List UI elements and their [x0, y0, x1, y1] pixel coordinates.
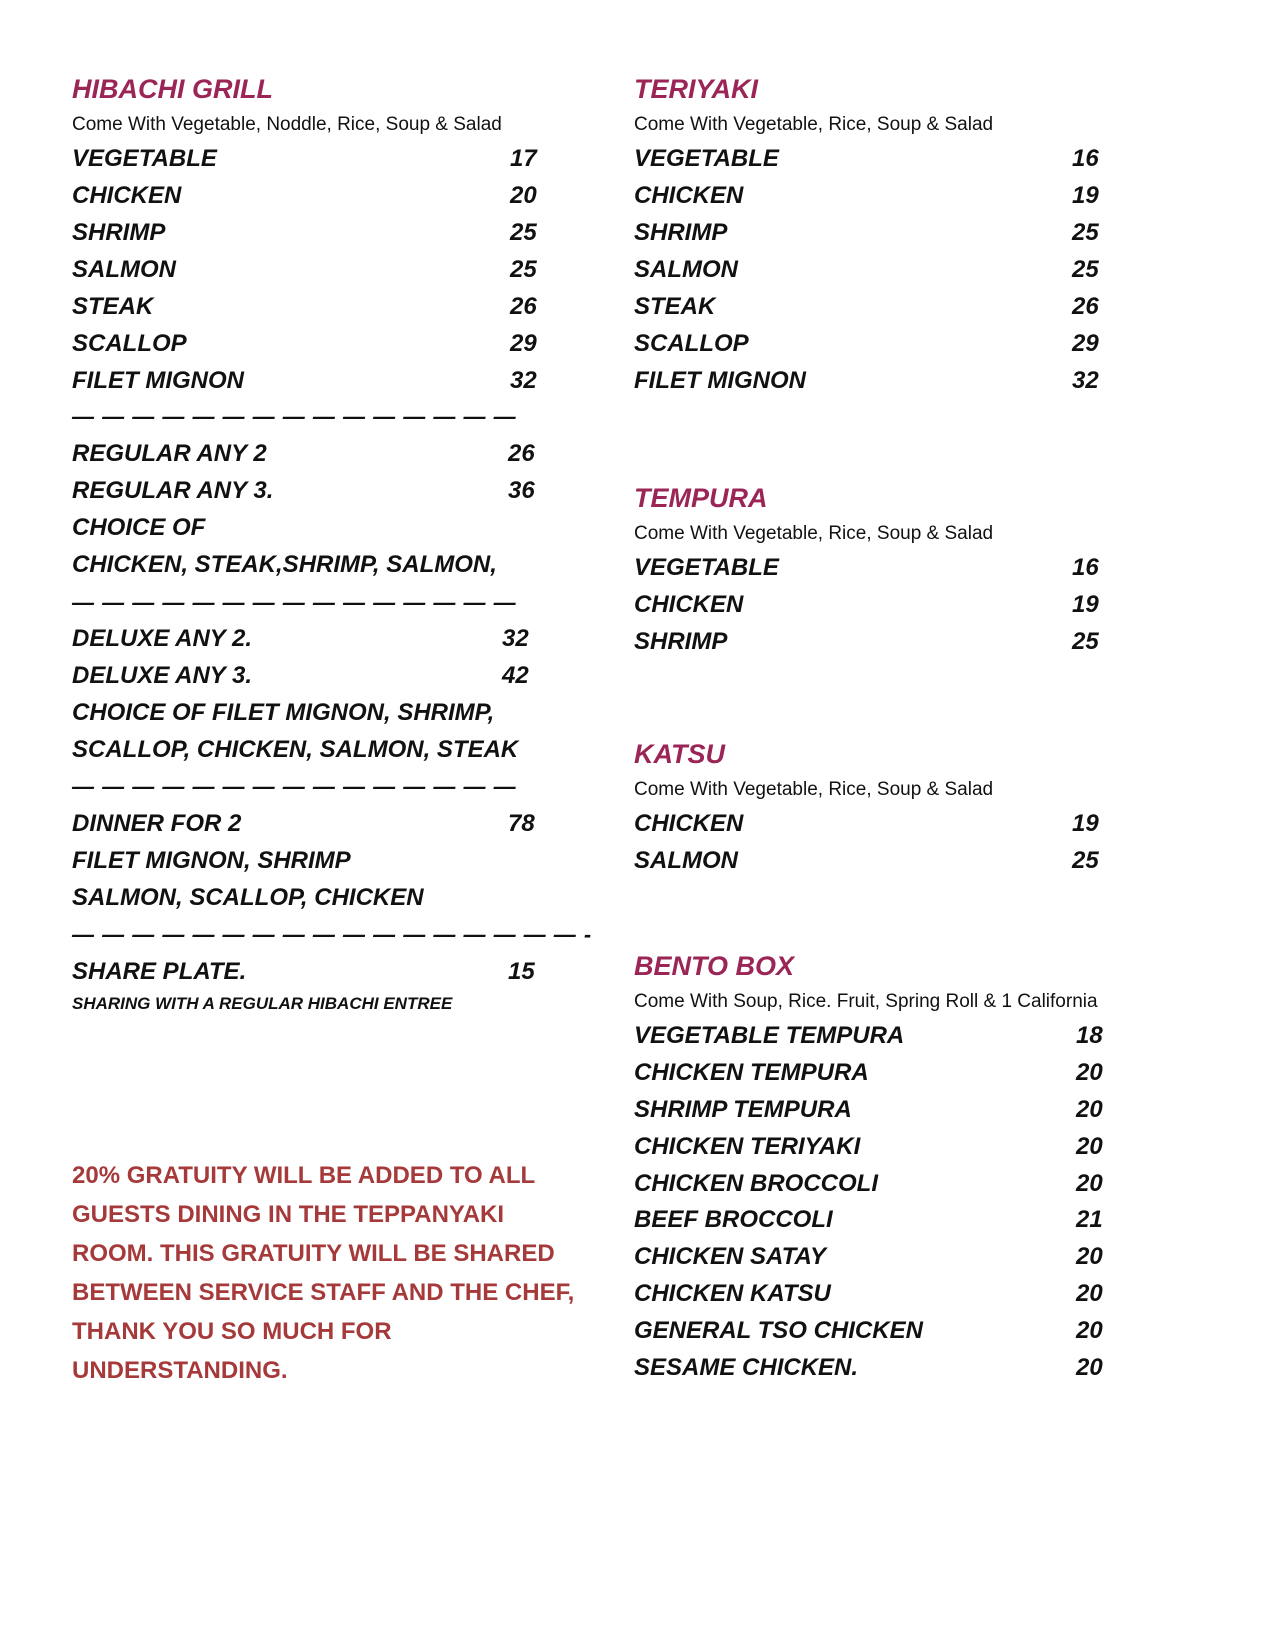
menu-item-name: GENERAL TSO CHICKEN — [634, 1317, 923, 1344]
choice-text: SCALLOP, CHICKEN, SALMON, STEAK — [72, 736, 519, 763]
menu-item-name: FILET MIGNON — [72, 367, 244, 394]
menu-item-price: 21 — [1076, 1206, 1103, 1233]
katsu-title: KATSU — [634, 739, 725, 769]
choice-text: CHOICE OF FILET MIGNON, SHRIMP, — [72, 699, 495, 726]
menu-item-price: 19 — [1072, 810, 1099, 837]
menu-item-name: SHARE PLATE. — [72, 958, 247, 985]
menu-item-name: CHICKEN — [634, 810, 744, 837]
section-divider: — — — — — — — — — — — — — — — — [72, 774, 517, 799]
menu-item-price: 32 — [510, 367, 537, 394]
menu-item-name: SHRIMP — [634, 628, 728, 655]
menu-item-name: VEGETABLE — [634, 145, 779, 172]
share-plate-note: SHARING WITH A REGULAR HIBACHI ENTREE — [72, 994, 453, 1013]
menu-item-name: CHICKEN KATSU — [634, 1280, 831, 1307]
menu-item-price: 78 — [508, 810, 535, 837]
menu-item-name: SALMON — [634, 256, 738, 283]
choice-text: SALMON, SCALLOP, CHICKEN — [72, 884, 424, 911]
hibachi-subtitle: Come With Vegetable, Noddle, Rice, Soup & Salad — [72, 114, 502, 135]
menu-item-name: BEEF BROCCOLI — [634, 1206, 833, 1233]
menu-item-name: SESAME CHICKEN. — [634, 1354, 859, 1381]
katsu-subtitle: Come With Vegetable, Rice, Soup & Salad — [634, 779, 994, 800]
menu-item-price: 20 — [1076, 1133, 1103, 1160]
choice-text: FILET MIGNON, SHRIMP — [72, 847, 351, 874]
menu-item-price: 25 — [510, 219, 537, 246]
menu-item-name: CHICKEN — [72, 182, 182, 209]
choice-text: CHICKEN, STEAK,SHRIMP, SALMON, — [72, 551, 497, 578]
menu-item-price: 20 — [1076, 1317, 1103, 1344]
menu-item-price: 25 — [510, 256, 537, 283]
menu-item-price: 18 — [1076, 1022, 1103, 1049]
menu-item-price: 29 — [1072, 330, 1099, 357]
menu-item-name: STEAK — [634, 293, 716, 320]
menu-item-price: 20 — [1076, 1280, 1103, 1307]
menu-item-name: VEGETABLE — [634, 554, 779, 581]
menu-item-name: REGULAR ANY 3. — [72, 477, 274, 504]
menu-item-price: 15 — [508, 958, 535, 985]
menu-item-name: CHICKEN — [634, 591, 744, 618]
menu-item-name: VEGETABLE TEMPURA — [634, 1022, 905, 1049]
menu-item-price: 25 — [1072, 256, 1099, 283]
menu-item-price: 42 — [502, 662, 529, 689]
menu-item-name: SHRIMP — [72, 219, 166, 246]
menu-item-price: 26 — [508, 440, 535, 467]
menu-item-price: 20 — [1076, 1096, 1103, 1123]
menu-item-price: 20 — [1076, 1243, 1103, 1270]
menu-item-price: 25 — [1072, 219, 1099, 246]
menu-item-price: 20 — [1076, 1354, 1103, 1381]
teriyaki-title: TERIYAKI — [634, 74, 759, 104]
menu-item-price: 17 — [510, 145, 537, 172]
menu-item-name: DELUXE ANY 2. — [72, 625, 253, 652]
menu-item-price: 29 — [510, 330, 537, 357]
section-divider: — — — — — — — — — — — — — — — — — - — [72, 922, 593, 947]
menu-item-price: 16 — [1072, 554, 1099, 581]
bento-subtitle: Come With Soup, Rice. Fruit, Spring Roll & 1 California — [634, 991, 1098, 1012]
gratuity-note: 20% GRATUITY WILL BE ADDED TO ALL GUESTS DINING IN THE TEPPANYAKI ROOM. THIS GRATUITY WILL BE SHARED BETWEEN SERVICE STAFF AND THE CHEF, THANK YOU SO MUCH FOR UNDERSTANDING. — [72, 1162, 575, 1384]
menu-item-price: 26 — [1072, 293, 1099, 320]
teriyaki-subtitle: Come With Vegetable, Rice, Soup & Salad — [634, 114, 994, 135]
menu-item-price: 20 — [1076, 1059, 1103, 1086]
section-divider: — — — — — — — — — — — — — — — — [72, 590, 517, 615]
menu-item-name: CHICKEN TEMPURA — [634, 1059, 869, 1086]
menu-item-price: 19 — [1072, 591, 1099, 618]
menu-item-price: 25 — [1072, 847, 1099, 874]
menu-item-name: DINNER FOR 2 — [72, 810, 242, 837]
menu-item-price: 32 — [1072, 367, 1099, 394]
menu-item-price: 16 — [1072, 145, 1099, 172]
menu-item-name: FILET MIGNON — [634, 367, 806, 394]
menu-item-price: 20 — [1076, 1170, 1103, 1197]
section-divider: — — — — — — — — — — — — — — — — [72, 404, 517, 429]
hibachi-title: HIBACHI GRILL — [72, 74, 273, 104]
menu-item-price: 19 — [1072, 182, 1099, 209]
choice-text: CHOICE OF — [72, 514, 206, 541]
menu-item-name: SHRIMP — [634, 219, 728, 246]
menu-item-name: REGULAR ANY 2 — [72, 440, 267, 467]
menu-item-price: 32 — [502, 625, 529, 652]
menu-item-name: STEAK — [72, 293, 154, 320]
tempura-title: TEMPURA — [634, 483, 768, 513]
menu-item-name: SCALLOP — [634, 330, 749, 357]
menu-item-price: 25 — [1072, 628, 1099, 655]
menu-item-price: 36 — [508, 477, 535, 504]
bento-title: BENTO BOX — [634, 951, 795, 981]
menu-item-name: CHICKEN BROCCOLI — [634, 1170, 878, 1197]
menu-item-name: SALMON — [72, 256, 176, 283]
menu-item-name: CHICKEN TERIYAKI — [634, 1133, 861, 1160]
menu-item-price: 26 — [510, 293, 537, 320]
menu-item-price: 20 — [510, 182, 537, 209]
menu-item-name: SHRIMP TEMPURA — [634, 1096, 852, 1123]
menu-item-name: CHICKEN — [634, 182, 744, 209]
tempura-subtitle: Come With Vegetable, Rice, Soup & Salad — [634, 523, 994, 544]
menu-item-name: SCALLOP — [72, 330, 187, 357]
menu-item-name: SALMON — [634, 847, 738, 874]
menu-item-name: VEGETABLE — [72, 145, 217, 172]
menu-item-name: CHICKEN SATAY — [634, 1243, 826, 1270]
menu-item-name: DELUXE ANY 3. — [72, 662, 253, 689]
